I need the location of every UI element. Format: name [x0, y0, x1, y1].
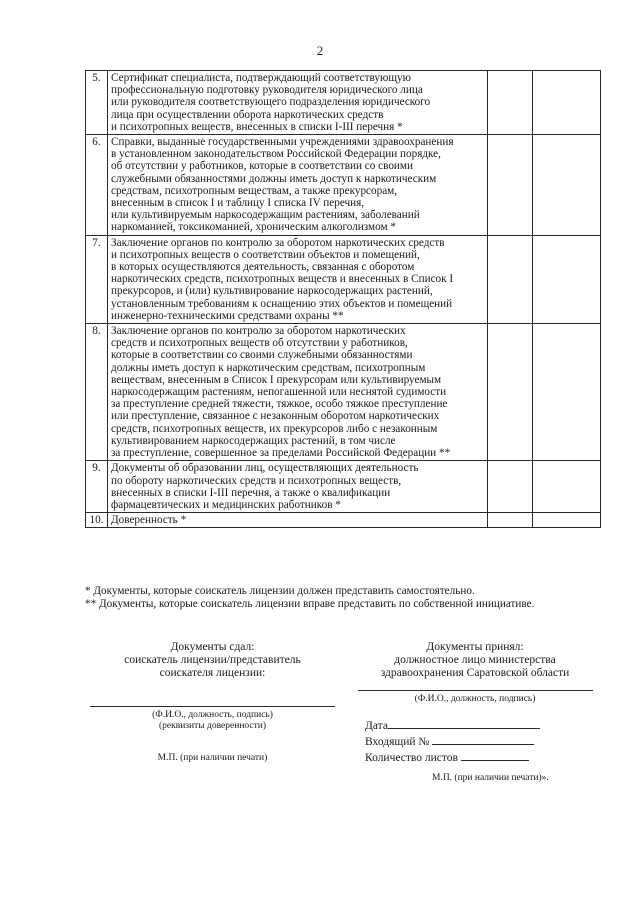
official-stamp-place: М.П. (при наличии печати)».: [432, 773, 549, 783]
description-line: в установленном законодательством Российской Федерации порядке,: [111, 148, 441, 161]
official-title: должностное лицо министерства: [394, 654, 556, 666]
empty-count-cell[interactable]: [533, 461, 601, 513]
accepted-title: Документы принял:: [426, 641, 524, 653]
row-number: 8.: [86, 324, 108, 461]
description-line: Заключение органов по контролю за оборотом наркотических: [111, 325, 406, 338]
empty-count-cell[interactable]: [533, 71, 601, 135]
row-number: 9.: [86, 461, 108, 513]
footnote-optional: ** Документы, которые соискатель лицензии вправе представить по собственной инициативе.: [85, 597, 535, 610]
description-line: и психотропных веществ о соответствии объектов и помещений,: [111, 248, 420, 261]
description-line: лица при осуществлении оборота наркотических средств: [111, 108, 384, 121]
table-row: [86, 135, 601, 236]
empty-mark-cell[interactable]: [488, 235, 533, 323]
description-line: инженерно-техническими средствами охраны **: [111, 309, 344, 322]
applicant-title: соискатель лицензии/представитель: [124, 654, 301, 666]
sheet-count-label: Количество листов: [365, 752, 458, 764]
incoming-number-line[interactable]: [432, 734, 534, 745]
footnotes: [85, 585, 600, 610]
official-signature-line[interactable]: [358, 690, 593, 691]
row-number: 6.: [86, 135, 108, 236]
submitted-by-block: [85, 641, 340, 765]
table-row: [86, 71, 601, 135]
description-line: должны иметь доступ к наркотическим средствам, психотропным: [111, 361, 426, 374]
date-label: Дата: [365, 720, 388, 732]
description-line: Доверенность *: [111, 514, 187, 527]
table-row: [86, 513, 601, 528]
description-line: наркосодержащим растениям, непогашенной или неснятой судимости: [111, 386, 447, 399]
row-number: 5.: [86, 71, 108, 135]
description-line: установленным требованиям к оснащению этих объектов и помещений: [111, 297, 453, 310]
description-line: за преступление, совершенное за пределами Российской Федерации **: [111, 447, 451, 460]
description-line: внесенным в список I и таблицу I списка IV перечня,: [111, 197, 365, 210]
description-line: или преступление, связанное с незаконным оборотом наркотических: [111, 410, 440, 423]
official-title-2: здравоохранения Саратовской области: [380, 667, 570, 679]
description-line: и психотропных веществ, внесенных в списки I-III перечня *: [111, 120, 403, 133]
applicant-signature-caption: (Ф.И.О., должность, подпись): [152, 710, 273, 720]
description-line: в которых осуществляются деятельность, связанная с оборотом: [111, 261, 415, 274]
documents-table: [85, 70, 601, 528]
empty-count-cell[interactable]: [533, 135, 601, 236]
power-of-attorney-caption: (реквизиты доверенности): [158, 721, 267, 731]
empty-mark-cell[interactable]: [488, 513, 533, 528]
document-description: [108, 461, 488, 513]
document-description: [108, 235, 488, 323]
description-line: об отсутствии у работников, которые в соответствии со своими: [111, 160, 413, 173]
description-line: или руководителя соответствующего подразделения юридического: [111, 96, 431, 109]
date-line[interactable]: [388, 718, 540, 729]
document-description: [108, 71, 488, 135]
description-line: по обороту наркотических средств и психотропных веществ,: [111, 474, 402, 487]
empty-mark-cell[interactable]: [488, 71, 533, 135]
description-line: Сертификат специалиста, подтверждающий соответствующую: [111, 72, 411, 84]
submitted-title: Документы сдал:: [170, 641, 255, 653]
sheet-count-field: [365, 750, 529, 765]
description-line: фармацевтических и медицинских работников *: [111, 498, 341, 511]
empty-count-cell[interactable]: [533, 324, 601, 461]
description-line: или культивируемым наркосодержащим растениям, заболеваний: [111, 209, 420, 222]
description-line: средств, психотропных веществ, их прекурсоров либо с незаконным: [111, 422, 438, 435]
document-description: [108, 135, 488, 236]
description-line: веществам, внесенным в Список I прекурсорам или культивируемым: [111, 373, 442, 386]
documents-table-body: [86, 71, 601, 528]
empty-mark-cell[interactable]: [488, 461, 533, 513]
sheet-count-line[interactable]: [461, 750, 529, 761]
empty-count-cell[interactable]: [533, 513, 601, 528]
empty-mark-cell[interactable]: [488, 324, 533, 461]
incoming-number-label: Входящий №: [365, 736, 430, 748]
description-line: средств и психотропных веществ об отсутствии у работников,: [111, 337, 408, 350]
description-line: наркотических средств, психотропных веществ и внесенных в Список I: [111, 273, 454, 286]
description-line: средствам, психотропным веществам, а также прекурсорам,: [111, 184, 398, 197]
description-line: Справки, выданные государственными учреждениями здравоохранения: [111, 136, 454, 149]
description-line: Заключение органов по контролю за оборотом наркотических средств: [111, 236, 445, 249]
description-line: служебными обязанностями должны иметь доступ к наркотическим: [111, 172, 437, 185]
description-line: прекурсоров, и (или) культивирование наркосодержащих растений,: [111, 285, 433, 298]
description-line: профессиональную подготовку руководителя юридического лица: [111, 84, 423, 97]
table-row: [86, 324, 601, 461]
row-number: 10.: [86, 513, 108, 528]
description-line: культивированием наркосодержащих растений, в том числе: [111, 434, 396, 447]
document-description: [108, 513, 488, 528]
official-signature-caption: (Ф.И.О., должность, подпись): [414, 694, 536, 704]
date-field: [365, 718, 540, 733]
incoming-number-field: [365, 734, 534, 749]
applicant-title-2: соискателя лицензии:: [159, 667, 266, 679]
accepted-by-block: [350, 641, 600, 705]
table-row: [86, 461, 601, 513]
description-line: за преступление средней тяжести, тяжкое, особо тяжкое преступление: [111, 398, 448, 411]
applicant-signature-line[interactable]: [90, 706, 335, 707]
description-line: Документы об образовании лиц, осуществляющих деятельность: [111, 462, 419, 475]
description-line: которые в соответствии со своими служебными обязанностями: [111, 349, 413, 362]
applicant-stamp-place: М.П. (при наличии печати): [157, 753, 268, 763]
row-number: 7.: [86, 235, 108, 323]
empty-count-cell[interactable]: [533, 235, 601, 323]
description-line: внесенных в списки I-III перечня, а также о квалификации: [111, 486, 391, 499]
footnote-required: * Документы, которые соискатель лицензии должен представить самостоятельно.: [85, 585, 475, 597]
document-description: [108, 324, 488, 461]
table-row: [86, 235, 601, 323]
description-line: наркоманией, токсикоманией, хроническим алкоголизмом *: [111, 221, 396, 234]
empty-mark-cell[interactable]: [488, 135, 533, 236]
page-number: 2: [316, 43, 324, 58]
